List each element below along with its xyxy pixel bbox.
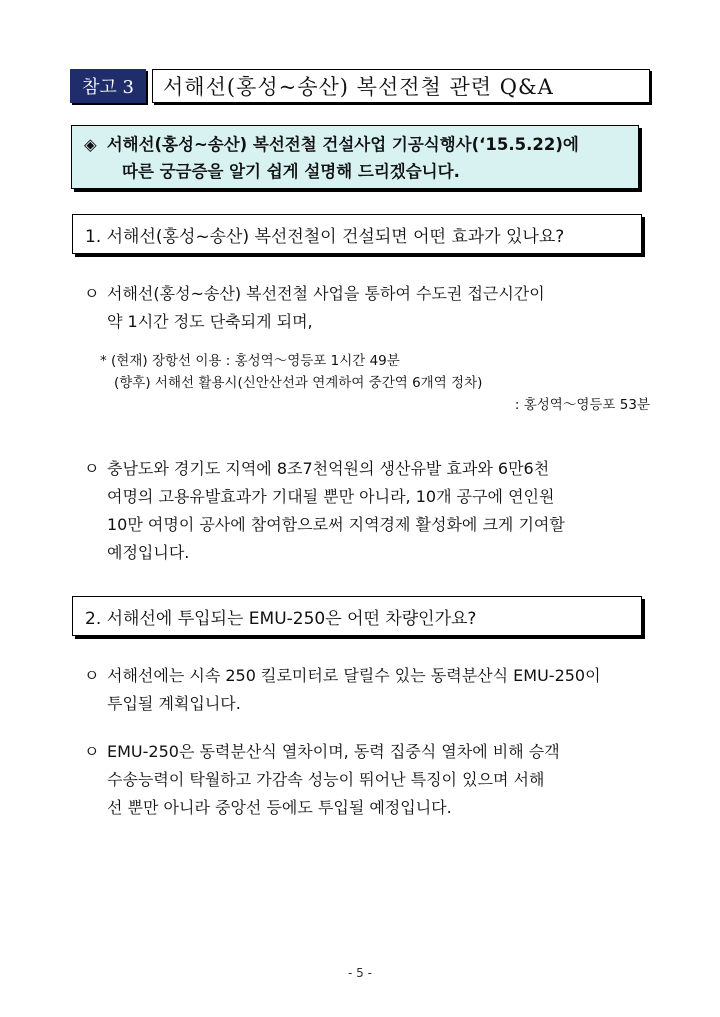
- diamond-bullet-icon: ◈: [84, 135, 97, 154]
- circle-bullet-icon: ㅇ: [84, 459, 100, 478]
- circle-bullet-icon: ㅇ: [84, 666, 100, 685]
- q1-answer-2-line-2: 여명의 고용유발효과가 기대될 뿐만 아니라, 10개 공구에 연인원: [107, 487, 555, 506]
- reference-tag: 참고 3: [70, 69, 146, 103]
- q2-answer-2-line-1: [84, 738, 654, 766]
- q1-answer-1-line-1: [84, 280, 654, 308]
- q1-note-line-1: * (현재) 장항선 이용 : 홍성역～영등포 1시간 49분: [100, 353, 400, 369]
- q1-answer-2-line-4: 예정입니다.: [107, 543, 190, 562]
- q1-note-line-2: (향후) 서해선 활용시(신안산선과 연계하여 중간역 6개역 정차): [114, 375, 483, 391]
- page-title: 서해선(홍성~송산) 복선전철 관련 Q&A: [152, 69, 650, 103]
- intro-line-1: [84, 131, 626, 158]
- q2-answer-2: [84, 738, 654, 822]
- q2-answer-2-line-2: 수송능력이 탁월하고 가감속 성능이 뛰어난 특징이 있으며 서해: [107, 770, 545, 789]
- q1-answer-2-line-1: [84, 455, 654, 483]
- q2-answer-1-line-2: 투입될 계획입니다.: [107, 694, 241, 713]
- q2-answer-1-line-1: [84, 662, 654, 690]
- q1-note-line-3: : 홍성역～영등포 53분: [514, 397, 650, 413]
- q2-answer-2-line-3: 선 뿐만 아니라 중앙선 등에도 투입될 예정입니다.: [107, 798, 452, 817]
- question-1-box: 1. 서해선(홍성~송산) 복선전철이 건설되면 어떤 효과가 있나요?: [72, 214, 642, 254]
- page-number: - 5 -: [348, 966, 372, 980]
- q2-answer-1: [84, 662, 654, 718]
- circle-bullet-icon: ㅇ: [84, 284, 100, 303]
- question-2-box: 2. 서해선에 투입되는 EMU-250은 어떤 차량인가요?: [72, 596, 642, 636]
- q2-answer-2-text-1: EMU-250은 동력분산식 열차이며, 동력 집중식 열차에 비해 승객: [107, 742, 560, 761]
- q1-answer-1-text-1: 서해선(홍성~송산) 복선전철 사업을 통하여 수도권 접근시간이: [107, 284, 545, 303]
- intro-text-2: 따른 궁금증을 알기 쉽게 설명해 드리겠습니다.: [122, 162, 460, 181]
- circle-bullet-icon: ㅇ: [84, 742, 100, 761]
- q1-answer-2: [84, 455, 654, 567]
- q1-answer-2-text-1: 충남도와 경기도 지역에 8조7천억원의 생산유발 효과와 6만6천: [107, 459, 550, 478]
- q1-answer-2-line-3: 10만 여명이 공사에 참여함으로써 지역경제 활성화에 크게 기여할: [107, 515, 565, 534]
- q1-answer-1: [84, 280, 654, 336]
- q1-answer-1-line-2: 약 1시간 정도 단축되게 되며,: [107, 312, 313, 331]
- header: [70, 69, 650, 103]
- q1-note: [100, 350, 650, 416]
- intro-box: [71, 125, 639, 189]
- q2-answer-1-text-1: 서해선에는 시속 250 킬로미터로 달릴수 있는 동력분산식 EMU-250이: [107, 666, 601, 685]
- intro-text-1: 서해선(홍성~송산) 복선전철 건설사업 기공식행사(‘15.5.22)에: [106, 135, 579, 154]
